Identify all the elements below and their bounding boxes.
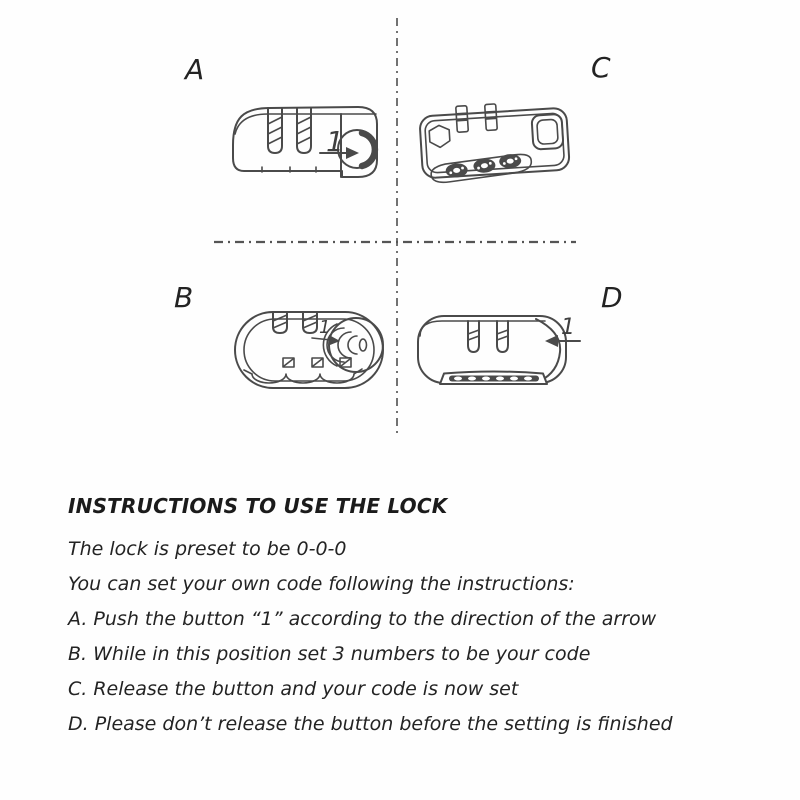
lock-diagram-b [235,312,383,388]
label-b: B [174,281,194,314]
instruction-line-step-a: A. Push the button “1” according to the direction of the arrow [68,608,657,630]
button-marker-d: 1 [561,315,575,340]
end-cap-curve [536,319,560,381]
button-marker-b: 1 [319,317,331,338]
label-c: C [591,51,611,84]
instructions-block [68,494,768,742]
button-marker-a: 1 [326,125,344,158]
instruction-line-step-c: C. Release the button and your code is now set [68,678,519,700]
instruction-line-intro: You can set your own code following the instructions: [68,573,575,595]
instruction-line-step-b: B. While in this position set 3 numbers to be your code [68,643,591,665]
label-a: A [185,53,205,86]
lock-diagram-a [233,107,377,177]
lock-diagram-d [418,315,580,384]
instruction-line-preset: The lock is preset to be 0-0-0 [68,538,347,560]
instructions-title: INSTRUCTIONS TO USE THE LOCK [68,494,448,518]
instruction-line-step-d: D. Please don’t release the button before the setting is finished [68,713,673,735]
lock-diagram-c [419,100,570,184]
dial-strip [440,372,547,385]
label-d: D [601,281,623,314]
hexagon-logo-icon [429,125,450,148]
